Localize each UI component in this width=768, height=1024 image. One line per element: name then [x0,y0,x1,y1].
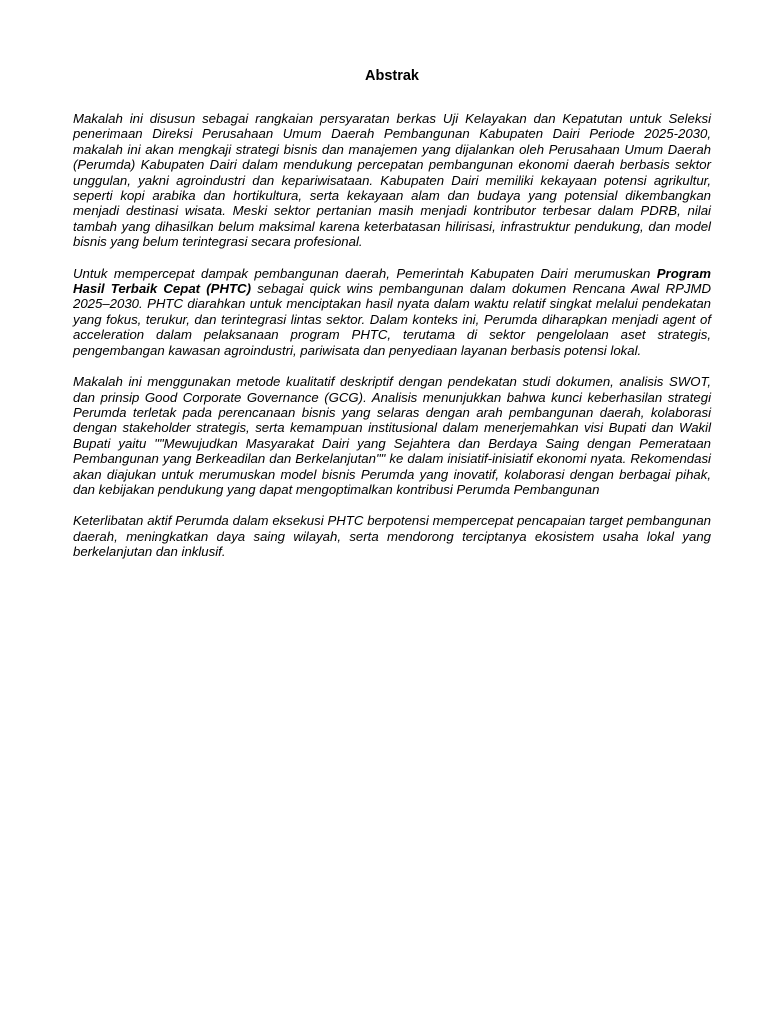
abstract-title: Abstrak [365,68,419,84]
abstract-paragraph-1: Makalah ini disusun sebagai rangkaian persyaratan berkas Uji Kelayakan dan Kepatutan untuk Seleksi penerimaan Direksi Perusahaan Umum Daerah Pembangunan Kabupaten Dairi Periode 2025-2030, makalah ini akan mengkaji strategi bisnis dan manajemen yang dijalankan oleh Perusahaan Umum Daerah (Perumda) Kabupaten Dairi dalam mendukung percepatan pembangunan ekonomi daerah berbasis sektor unggulan, yakni agroindustri dan kepariwisataan. Kabupaten Dairi memiliki kekayaan potensi agrikultur, seperti kopi arabika dan hortikultura, serta kekayaan alam dan budaya yang potensial dikembangkan menjadi destinasi wisata. Meski sektor pertanian masih menjadi kontributor terbesar dalam PDRB, nilai tambah yang dihasilkan belum maksimal karena keterbatasan hilirisasi, infrastruktur pendukung, dan model bisnis yang belum terintegrasi secara profesional. [73,111,711,250]
abstract-paragraph-3: Makalah ini menggunakan metode kualitatif deskriptif dengan pendekatan studi dokumen, analisis SWOT, dan prinsip Good Corporate Governance (GCG). Analisis menunjukkan bahwa kunci keberhasilan strategi Perumda terletak pada perencanaan bisnis yang selaras dengan arah pembangunan daerah, kolaborasi dengan stakeholder strategis, serta kemampuan institusional dalam menerjemahkan visi Bupati dan Wakil Bupati yaitu ""Mewujudkan Masyarakat Dairi yang Sejahtera dan Berdaya Saing dengan Pemerataan Pembangunan yang Berkeadilan dan Berkelanjutan"" ke dalam inisiatif-inisiatif ekonomi nyata. Rekomendasi akan diajukan untuk merumuskan model bisnis Perumda yang inovatif, kolaborasi dengan berbagai pihak, dan kebijakan pendukung yang dapat mengoptimalkan kontribusi Perumda Pembangunan [73,374,711,497]
paragraph-2-text-start: Untuk mempercepat dampak pembangunan daerah, Pemerintah Kabupaten Dairi merumuskan [73,265,657,281]
abstract-paragraph-4: Keterlibatan aktif Perumda dalam eksekusi PHTC berpotensi mempercepat pencapaian target pembangunan daerah, meningkatkan daya saing wilayah, serta mendorong terciptanya ekosistem usaha lokal yang berkelanjutan dan inklusif. [73,513,711,560]
paragraph-2-text-end: sebagai quick wins pembangunan dalam dokumen Rencana Awal RPJMD 2025–2030. PHTC diarahkan untuk menciptakan hasil nyata dalam waktu relatif singkat melalui pendekatan yang fokus, terukur, dan terintegrasi lintas sektor. Dalam konteks ini, Perumda diharapkan menjadi agent of acceleration dalam pelaksanaan program PHTC, terutama di sektor pengelolaan aset strategis, pengembangan kawasan agroindustri, pariwisata dan penyediaan layanan berbasis potensi lokal. [73,281,711,358]
abstract-section [73,67,711,576]
abstract-paragraph-2 [73,266,711,358]
program-name-bold: Program Hasil Terbaik Cepat (PHTC) [73,265,711,297]
